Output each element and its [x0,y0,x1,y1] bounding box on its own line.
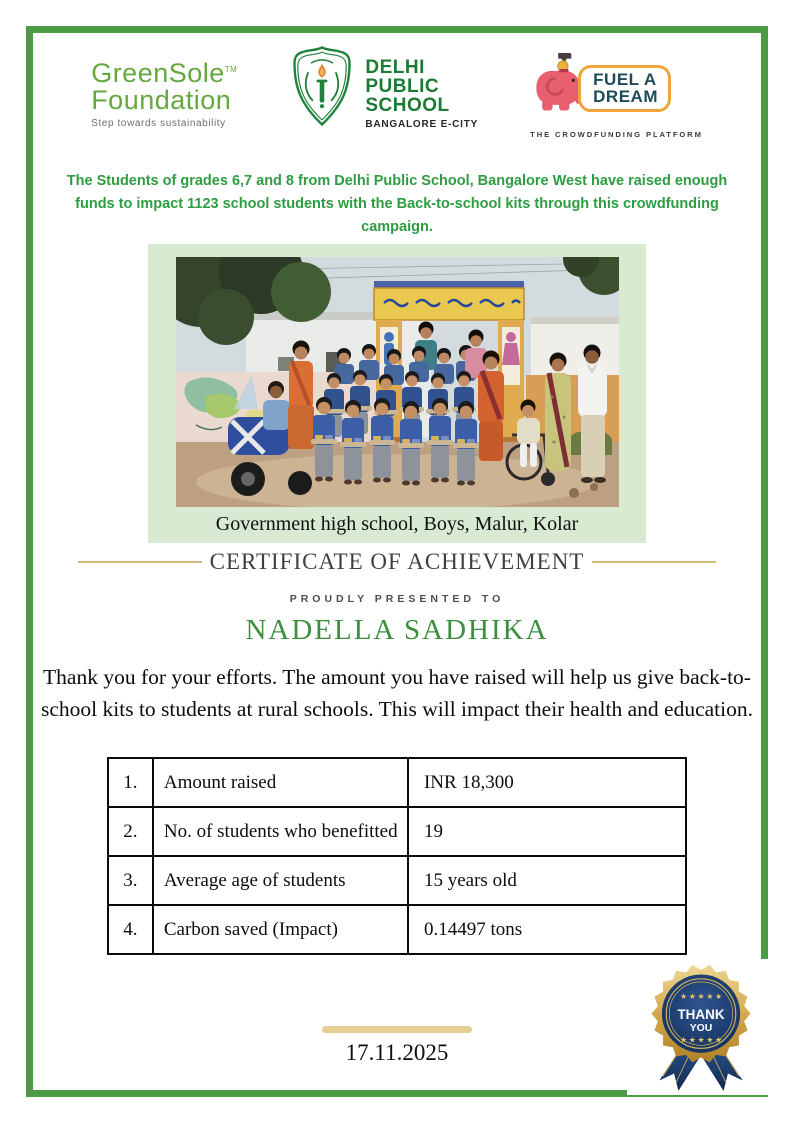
dps-subtitle: BANGALORE E-CITY [365,119,479,130]
row-value: 0.14497 tons [408,905,686,954]
greensole-name-line2: Foundation [91,85,232,115]
table-row [108,856,686,905]
photo-card [148,244,646,543]
presented-to-label: PROUDLY PRESENTED TO [289,593,505,605]
school-group-photo [176,257,619,507]
date-rule [322,1026,472,1033]
table-row [108,758,686,807]
dps-wordmark [365,58,478,130]
row-label: No. of students who benefitted [153,807,408,856]
recipient-name: NADELLA SADHIKA [245,614,549,646]
fuel-a-dream-logo [530,52,703,139]
row-number: 4. [108,905,153,954]
fuelad-tagline: THE CROWDFUNDING PLATFORM [530,130,703,139]
dps-line1: DELHI [365,57,425,78]
row-value: 19 [408,807,686,856]
greensole-tagline: Step towards sustainability [91,118,226,129]
dps-logo [289,44,478,133]
row-label: Carbon saved (Impact) [153,905,408,954]
row-number: 1. [108,758,153,807]
badge-line2: YOU [689,1022,712,1034]
row-label: Average age of students [153,856,408,905]
row-number: 2. [108,807,153,856]
table-row [108,905,686,954]
greensole-foundation-logo [91,56,237,129]
certificate-heading-block [0,549,794,647]
row-value: 15 years old [408,856,686,905]
table-row [108,807,686,856]
trademark-symbol: TM [224,65,238,74]
message-text: Thank you for your efforts. The amount you have raised will help us give back-to-school kits to students at rural schools. This will impact their health and education. [41,665,753,721]
intro-section [0,170,794,239]
badge-line1: THANK [676,1006,725,1022]
dps-line2: PUBLIC [365,76,440,97]
certificate-title: CERTIFICATE OF ACHIEVEMENT [209,549,585,574]
greensole-name-line1 [91,56,237,87]
logo-row [0,44,794,139]
date: 17.11.2025 [345,1040,449,1065]
row-value: INR 18,300 [408,758,686,807]
badge-stars-bottom: ★★★★★ [679,1034,724,1044]
badge-stars-top: ★★★★★ [679,991,724,1001]
photo-caption: Government high school, Boys, Malur, Kolar [215,513,579,535]
greensole-wordmark: GreenSole [91,58,225,88]
heading-rule-right [592,561,716,563]
thank-you-medal-icon [640,958,762,1097]
row-label: Amount raised [153,758,408,807]
dps-line3: SCHOOL [365,95,450,116]
thank-you-badge [627,959,774,1095]
fuelad-wordmark-box [578,65,671,112]
fuelad-line1: FUEL A [593,70,657,89]
thank-you-message [0,661,794,725]
heading-rule-left [78,561,202,563]
row-number: 3. [108,856,153,905]
intro-text: The Students of grades 6,7 and 8 from Delhi Public School, Bangalore West have raised enough funds to impact 1123 school students with the Back-to-school kits through this crowdfunding campaign. [66,173,728,235]
dps-crest-icon [289,44,355,133]
fuelad-line2: DREAM [593,87,658,106]
impact-table [107,757,687,955]
